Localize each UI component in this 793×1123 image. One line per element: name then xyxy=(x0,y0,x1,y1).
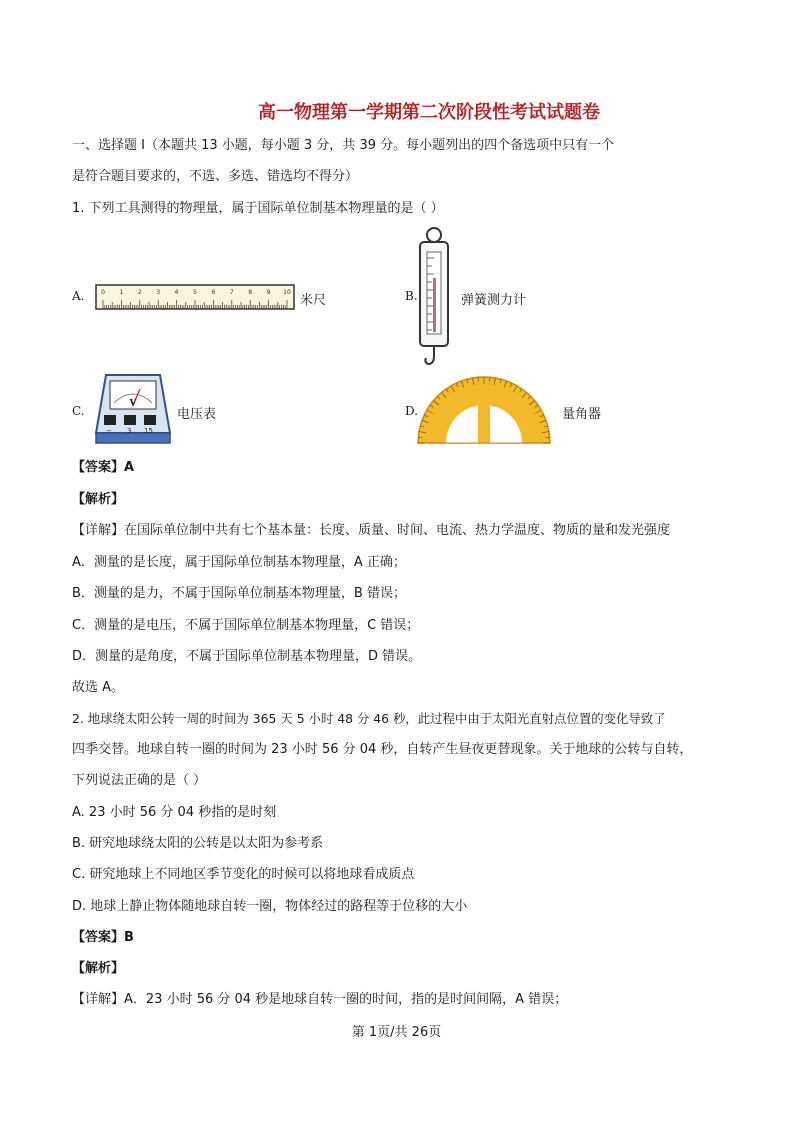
question-2-stem-line3: 下列说法正确的是（ ） xyxy=(72,773,207,788)
q1-line-a: A．测量的是长度，属于国际单位制基本物理量，A 正确； xyxy=(72,555,406,570)
ruler-icon xyxy=(95,284,295,310)
option-d-letter: D. xyxy=(405,404,419,418)
voltmeter-terminal-3: 3 xyxy=(127,427,132,435)
option-b-label: 弹簧测力计 xyxy=(461,293,527,308)
ruler-tick-label: 6 xyxy=(211,289,216,296)
option-d-label: 量角器 xyxy=(562,407,602,422)
q1-analysis-heading: 【解析】 xyxy=(72,492,125,507)
q1-conclusion: 故选 A。 xyxy=(72,680,125,695)
exam-title: 高一物理第一学期第二次阶段性考试试题卷 xyxy=(258,102,600,123)
page-footer: 第 1页/共 26页 xyxy=(351,1025,442,1040)
q2-analysis-heading: 【解析】 xyxy=(72,961,125,976)
voltmeter-terminal-neg: − xyxy=(106,427,112,435)
voltmeter-terminal-15: 15 xyxy=(144,427,153,435)
ruler-tick-label: 3 xyxy=(156,289,161,296)
q2-detail: 【详解】A．23 小时 56 分 04 秒是地球自转一圈的时间，指的是时间间隔，A 错误； xyxy=(72,992,568,1007)
q1-answer: 【答案】A xyxy=(72,460,135,475)
option-c-letter: C. xyxy=(72,404,85,418)
q1-line-b: B．测量的是力，不属于国际单位制基本物理量，B 错误； xyxy=(72,586,406,601)
voltmeter-icon xyxy=(94,373,172,447)
q2-option-a: A. 23 小时 56 分 04 秒指的是时刻 xyxy=(72,805,277,820)
option-b-letter: B. xyxy=(405,289,418,303)
q2-option-d: D. 地球上静止物体随地球自转一圈，物体经过的路程等于位移的大小 xyxy=(72,899,468,914)
question-2-stem-line1: 2. 地球绕太阳公转一周的时间为 365 天 5 小时 48 分 46 秒，此过程中由于太阳光直射点位置的变化导致了 xyxy=(72,711,666,726)
ruler-tick-label: 10 xyxy=(283,289,291,296)
q2-answer: 【答案】B xyxy=(72,930,134,945)
spring-scale-icon xyxy=(414,226,454,368)
protractor-icon xyxy=(416,375,552,445)
question-2-stem-line2: 四季交替。地球自转一圈的时间为 23 小时 56 分 04 秒，自转产生昼夜更替现象。关于地球的公转与自转， xyxy=(72,742,693,757)
q1-line-d: D．测量的是角度，不属于国际单位制基本物理量，D 错误。 xyxy=(72,649,422,664)
q1-detail: 【详解】在国际单位制中共有七个基本量：长度、质量、时间、电流、热力学温度、物质的量和发光强度 xyxy=(72,523,671,538)
ruler-tick-label: 4 xyxy=(174,289,179,296)
ruler-tick-label: 8 xyxy=(248,289,253,296)
q2-option-c: C. 研究地球上不同地区季节变化的时候可以将地球看成质点 xyxy=(72,867,415,882)
option-c-label: 电压表 xyxy=(177,407,217,422)
ruler-tick-label: 0 xyxy=(101,289,105,296)
q2-option-b: B. 研究地球绕太阳的公转是以太阳为参考系 xyxy=(72,836,324,851)
question-1-stem: 1. 下列工具测得的物理量，属于国际单位制基本物理量的是（ ） xyxy=(72,201,444,216)
ruler-tick-label: 2 xyxy=(137,289,142,296)
section-heading-line2: 是符合题目要求的，不选、多选、错选均不得分） xyxy=(72,169,359,184)
ruler-tick-label: 5 xyxy=(193,289,197,296)
ruler-tick-label: 1 xyxy=(119,289,124,296)
section-heading-line1: 一、选择题 I（本题共 13 小题，每小题 3 分，共 39 分。每小题列出的四个备选项中只有一个 xyxy=(72,138,615,153)
ruler-tick-label: 9 xyxy=(266,289,271,296)
ruler-tick-label: 7 xyxy=(229,289,234,296)
voltmeter-symbol: V xyxy=(129,399,137,409)
option-a-letter: A. xyxy=(72,289,85,303)
q1-line-c: C．测量的是电压，不属于国际单位制基本物理量，C 错误； xyxy=(72,618,420,633)
option-a-label: 米尺 xyxy=(300,293,327,308)
